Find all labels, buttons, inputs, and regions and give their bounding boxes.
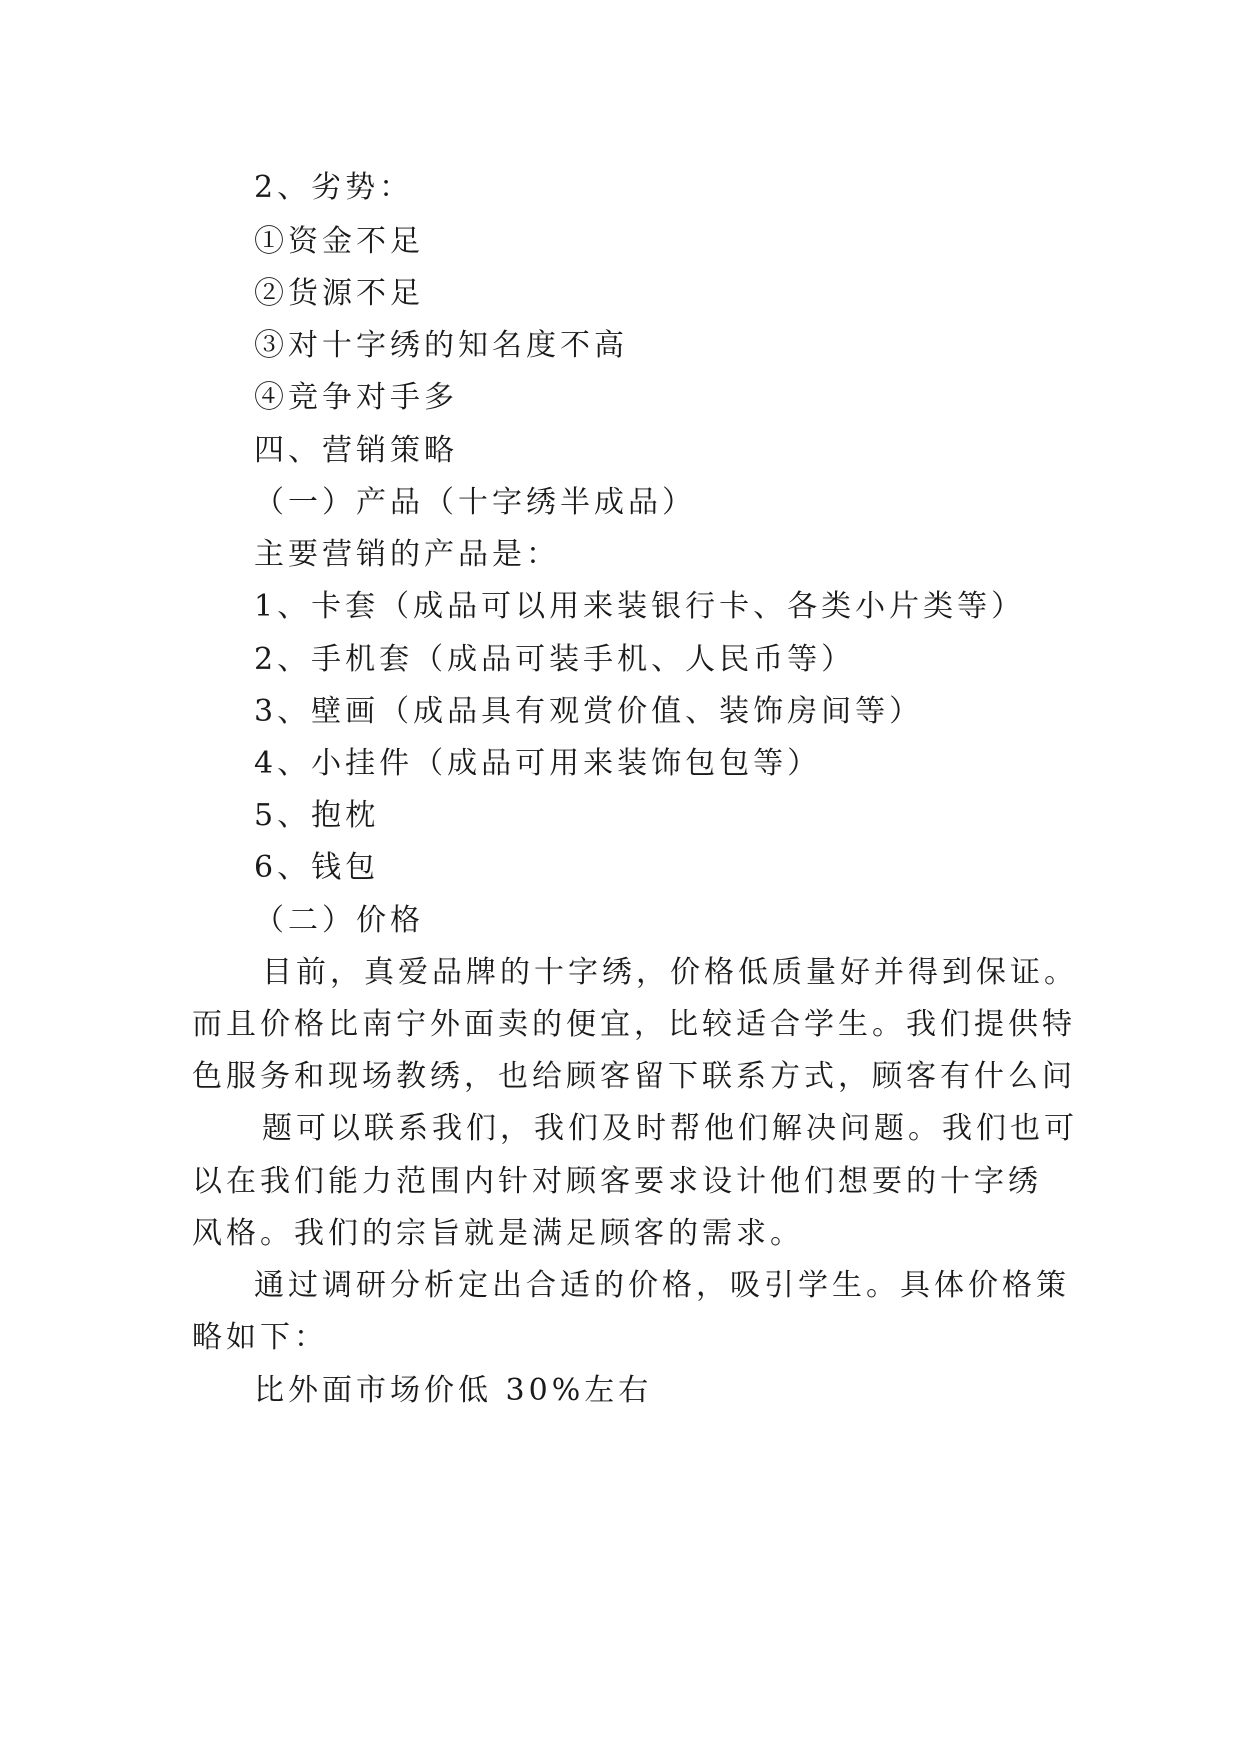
subsection-heading-product: （一）产品（十字绣半成品）	[254, 485, 696, 520]
paragraph-price-line-4: 题可以联系我们，我们及时帮他们解决问题。我们也可	[262, 1111, 1078, 1146]
paragraph-products-intro: 主要营销的产品是：	[254, 537, 560, 572]
paragraph-price-line-2: 而且价格比南宁外面卖的便宜，比较适合学生。我们提供特	[192, 1007, 1076, 1042]
paragraph-price-line-5: 以在我们能力范围内针对顾客要求设计他们想要的十字绣	[192, 1164, 1042, 1199]
paragraph-price-line-3: 色服务和现场教绣，也给顾客留下联系方式，顾客有什么问	[192, 1059, 1076, 1094]
list-item-product-5: 5、抱枕	[254, 798, 380, 833]
subsection-heading-price: （二）价格	[254, 903, 424, 938]
list-item-weakness-4: ④竞争对手多	[254, 380, 458, 415]
list-item-product-4: 4、小挂件（成品可用来装饰包包等）	[254, 746, 822, 781]
heading-weakness: 2、劣势：	[254, 170, 414, 205]
list-item-weakness-1: ①资金不足	[254, 224, 424, 259]
paragraph-strategy-line-1: 通过调研分析定出合适的价格，吸引学生。具体价格策	[254, 1268, 1070, 1303]
paragraph-price-line-6: 风格。我们的宗旨就是满足顾客的需求。	[192, 1216, 804, 1251]
list-item-product-2: 2、手机套（成品可装手机、人民币等）	[254, 642, 856, 677]
list-item-product-3: 3、壁画（成品具有观赏价值、装饰房间等）	[254, 694, 924, 729]
section-heading-marketing-strategy: 四、营销策略	[254, 433, 458, 468]
paragraph-price-discount: 比外面市场价低 30%左右	[254, 1373, 653, 1408]
paragraph-strategy-line-2: 略如下：	[192, 1320, 328, 1355]
list-item-product-6: 6、钱包	[254, 850, 380, 885]
list-item-weakness-3: ③对十字绣的知名度不高	[254, 328, 628, 363]
list-item-weakness-2: ②货源不足	[254, 276, 424, 311]
list-item-product-1: 1、卡套（成品可以用来装银行卡、各类小片类等）	[254, 589, 1026, 624]
paragraph-price-line-1: 目前，真爱品牌的十字绣，价格低质量好并得到保证。	[262, 955, 1078, 990]
